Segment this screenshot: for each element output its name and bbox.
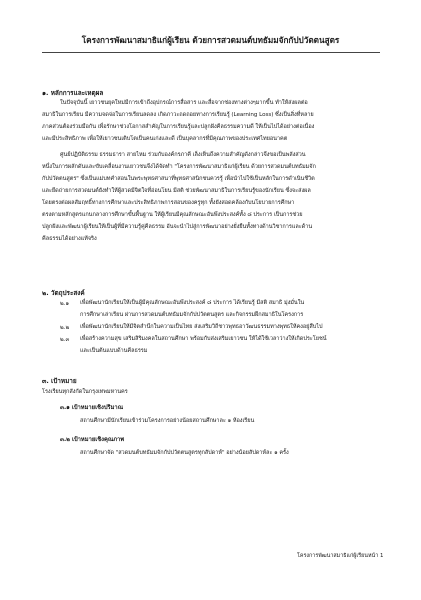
- paragraph-line: ปลูกฝังและพัฒนาผู้เรียนให้เป็นผู้ที่มีความรู้คู่คีลธรรม อันจะนำไปสู่การพัฒนาอย่างยั่งยืนทั้งทางด้านวิชาการและด้าน: [42, 224, 313, 230]
- objective-line: การศึกษาเล่าเรียน ผ่านการสวดมนต์บทธัมมจักกัปปวัตตนสูตร และกิจกรรมฝึกสมาธิในโครงการ: [80, 312, 304, 318]
- paragraph-line: สมาธิในการเรียน มีความจดจ่อในการเรียนลดลง เกิดภาวะถดถอยทางการเรียนรู้ (Learning Loss) ซึ่งเป็นสิ่งที่หลาย: [42, 112, 314, 118]
- paragraph-line: และยึดถ่ายการสวดมนต์ยังทำให้ผู้สวดมีจิตใจที่อ่อนโยน มีสติ ช่วยพัฒนาสมาธิในการเรียนรู้ของนักเรียน ซึ่งจะส่งผล: [42, 188, 311, 194]
- page-footer: โครงการพัฒนาสมาธิแก่ผู้เรียนหน้า 1: [297, 553, 384, 559]
- objective-line: และเป็นต้นแบบด้านคีลธรรม: [80, 348, 148, 354]
- title-divider: [42, 52, 380, 53]
- objective-number: ๒.๓: [60, 337, 70, 343]
- document-title: โครงการพัฒนาสมาธิแก่ผู้เรียน ด้วยการสวดมนต์บทธัมมจักกัปปวัตตนสูตร: [81, 35, 340, 45]
- targets-intro: โรงเรียนทุกสังกัดในกรุงเทพมหานคร: [42, 389, 128, 395]
- target-subheading-quantity: ๓.๑ เป้าหมายเชิงปริมาณ: [60, 405, 124, 411]
- objective-number: ๒.๑: [60, 301, 70, 307]
- target-line: สถานศึกษามีนักเรียนเข้าร่วมโครงการอย่างน้อยสถานศึกษาละ ๑ ห้องเรียน: [80, 418, 255, 424]
- section-heading-targets: ๓. เป้าหมาย: [42, 377, 77, 385]
- paragraph-line: ภาคส่วนต้องร่วมมือกัน เพื่อรักษาช่วงโอกาสสำคัญในการเรียนรู้และปลูกฝังคีลธรรมความดี ให้เป็นไปได้อย่างต่อเนื่อง: [42, 124, 315, 130]
- paragraph-line: โดยตรงต่อผลสัมฤทธิ์ทางการศึกษาและประสิทธิภาพการสอนของครูทุก ทั้งยังสอดคล้องกับนโยบายการศึกษา: [42, 200, 295, 206]
- target-line: สถานศึกษาจัด "สวดมนต์บทธัมมจักกัปปวัตตนสูตรทุกสัปดาห์" อย่างน้อยสัปดาห์ละ ๑ ครั้ง: [80, 450, 289, 456]
- paragraph-line: ศูนย์ปฏิบัติธรรม ธรรมธารา สายไหม ร่วมกับองค์กรภาคี เล็งเห็นถึงความสำคัญดังกล่าวจึงขอเป็นพลังส่วน: [60, 152, 306, 158]
- target-subheading-quality: ๓.๒ เป้าหมายเชิงคุณภาพ: [60, 437, 125, 443]
- paragraph-line: หนึ่งในการผลักดันและขับเคลื่อนงานเยาวชนจึงได้จัดทำ "โครงการพัฒนาสมาธิแก่ผู้เรียน ด้วยการสวดมนต์บทธัมมจัก: [42, 164, 316, 170]
- objective-line: เพื่อสร้างความสุข เสริมสิริมงคลในสถานศึกษา พร้อมกับส่งเสริมเยาวชน ให้ได้ใช้เวลาว่างให้เกิดประโยชน์: [80, 336, 327, 342]
- objective-line: เพื่อพัฒนานักเรียนให้เป็นผู้มีคุณลักษณะอันพึงประสงค์ ๘ ประการ ได้เรียนรู้ มีสติ สมาธิ มุ่งมั่นใน: [80, 300, 305, 306]
- objective-line: เพื่อพัฒนานักเรียนให้มีจิตสำนึกในความเป็นไทย ส่งเสริมวิถีชาวพุทธอาวัฒนธรรมทางพุทธให้คงอยู่สืบไป: [80, 324, 323, 330]
- paragraph-line: และมีประสิทธิภาพ เพื่อให้เยาวชนเติบโตเป็นคนเก่งและดี เป็นบุคลากรที่มีคุณภาพของประเทศไทยอนาคต: [42, 136, 288, 142]
- paragraph-line: กัปปวัตตนสูตร" ซึ่งเป็นแม่บทคำสอนในพระพุทธศาสนาที่พุทธศาสนิกชนควรรู้ เพื่อนำไปใช้เป็นหลักในการดำเนินชีวิต: [42, 176, 315, 182]
- section-heading-objectives: ๒. วัตถุประสงค์: [42, 289, 85, 297]
- paragraph-line: ในปัจจุบันนี้ เยาวชนยุคใหม่มีการเข้าถึงอุปกรณ์การสื่อสาร และสื่อจากช่องทางต่างๆมากขึ้น ทำให้ส่งผลต่อ: [60, 100, 308, 106]
- objective-number: ๒.๒: [60, 325, 70, 331]
- section-heading-principles: ๑. หลักการและเหตุผล: [42, 89, 104, 97]
- paragraph-line: ตรงตามหลักสูตรแกนกลางการศึกษาขั้นพื้นฐาน ให้ผู้เรียนมีคุณลักษณะอันพึงประสงค์ทั้ง ๘ ประการ เป็นการช่วย: [42, 212, 303, 218]
- paragraph-line: คีลธรรมได้อย่างแท้จริง: [42, 236, 97, 242]
